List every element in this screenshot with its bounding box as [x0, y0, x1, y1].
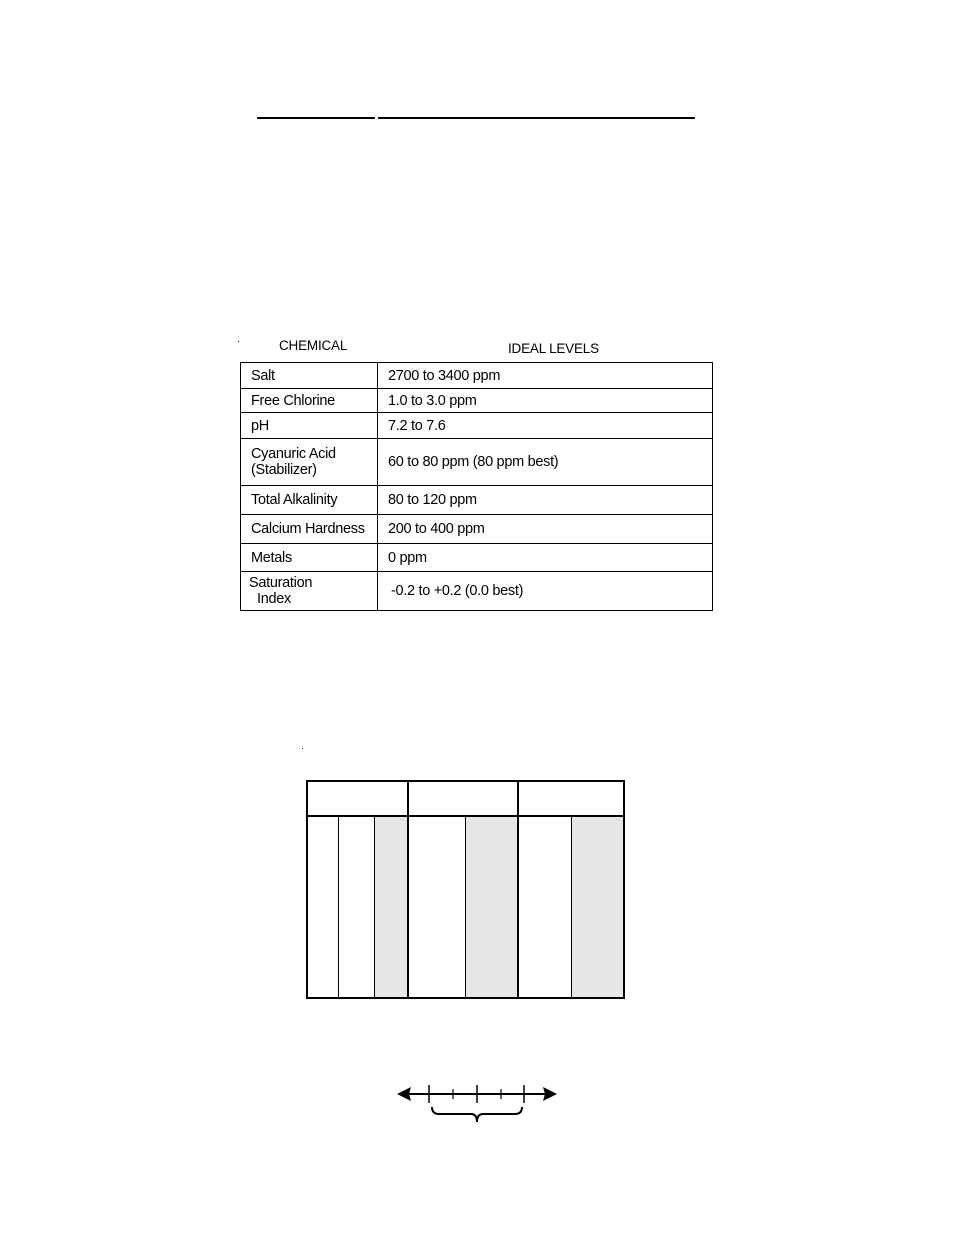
- shaded-column: [572, 816, 623, 997]
- shaded-column: [465, 816, 517, 997]
- chemical-levels-table: [240, 362, 713, 611]
- brace-icon: [432, 1107, 522, 1122]
- chemical-header: CHEMICAL: [279, 338, 348, 353]
- level-cell: [378, 389, 713, 413]
- title-underline-left: [257, 117, 375, 119]
- chemical-cell: [241, 572, 378, 611]
- shaded-column: [374, 816, 407, 997]
- chemical-name-line-1: Cyanuric Acid: [251, 446, 336, 462]
- ideal-level: -0.2 to +0.2 (0.0 best): [391, 583, 524, 599]
- grid-column-divider: [465, 816, 466, 997]
- level-cell: [378, 439, 713, 486]
- grid-column-divider: [374, 816, 375, 997]
- chemical-name: Total Alkalinity: [251, 492, 338, 508]
- ideal-level: 1.0 to 3.0 ppm: [388, 392, 477, 409]
- ideal-level: 0 ppm: [388, 549, 427, 566]
- chemical-name: Metals: [251, 549, 292, 566]
- grid-column-divider: [571, 816, 572, 997]
- title-underline-right: [378, 117, 695, 119]
- table-row: [241, 413, 713, 439]
- ideal-level: 80 to 120 ppm: [388, 492, 477, 508]
- level-cell: [378, 544, 713, 572]
- table-row: [241, 515, 713, 544]
- chemical-cell: [241, 515, 378, 544]
- level-cell: [378, 363, 713, 389]
- table-row: [241, 363, 713, 389]
- chemical-name: Calcium Hardness: [251, 521, 365, 537]
- ideal-level: 7.2 to 7.6: [388, 417, 446, 434]
- grid-group-divider: [407, 782, 409, 997]
- stray-mark: [302, 748, 303, 749]
- chemical-cell: [241, 413, 378, 439]
- right-arrowhead-icon: [543, 1087, 557, 1101]
- ideal-level: 60 to 80 ppm (80 ppm best): [388, 454, 559, 470]
- chemical-name: Free Chlorine: [251, 392, 335, 409]
- chemical-name: pH: [251, 417, 269, 434]
- chemical-cell: [241, 389, 378, 413]
- table-row: [241, 439, 713, 486]
- grid-column-divider: [338, 816, 339, 997]
- chemical-cell: [241, 363, 378, 389]
- ideal-levels-header: IDEAL LEVELS: [508, 341, 599, 356]
- chemical-cell: [241, 544, 378, 572]
- table-row: [241, 544, 713, 572]
- level-cell: [378, 486, 713, 515]
- arrow-number-line-with-brace: [393, 1080, 563, 1130]
- chemical-name-line-1: Saturation: [249, 575, 313, 591]
- chemical-name-line-2: (Stabilizer): [251, 462, 317, 478]
- grid-group-divider: [517, 782, 519, 997]
- chemical-cell: [241, 486, 378, 515]
- table-row: [241, 389, 713, 413]
- level-cell: [378, 572, 713, 611]
- level-cell: [378, 515, 713, 544]
- level-cell: [378, 413, 713, 439]
- ideal-level: 200 to 400 ppm: [388, 521, 485, 537]
- stray-mark: [238, 341, 239, 342]
- chemical-cell: [241, 439, 378, 486]
- ideal-level: 2700 to 3400 ppm: [388, 367, 501, 384]
- empty-grid-chart: [306, 780, 625, 999]
- table-row: [241, 572, 713, 611]
- table-row: [241, 486, 713, 515]
- chemical-name: Salt: [251, 367, 275, 384]
- chemical-name-line-2: Index: [257, 591, 291, 607]
- left-arrowhead-icon: [397, 1087, 411, 1101]
